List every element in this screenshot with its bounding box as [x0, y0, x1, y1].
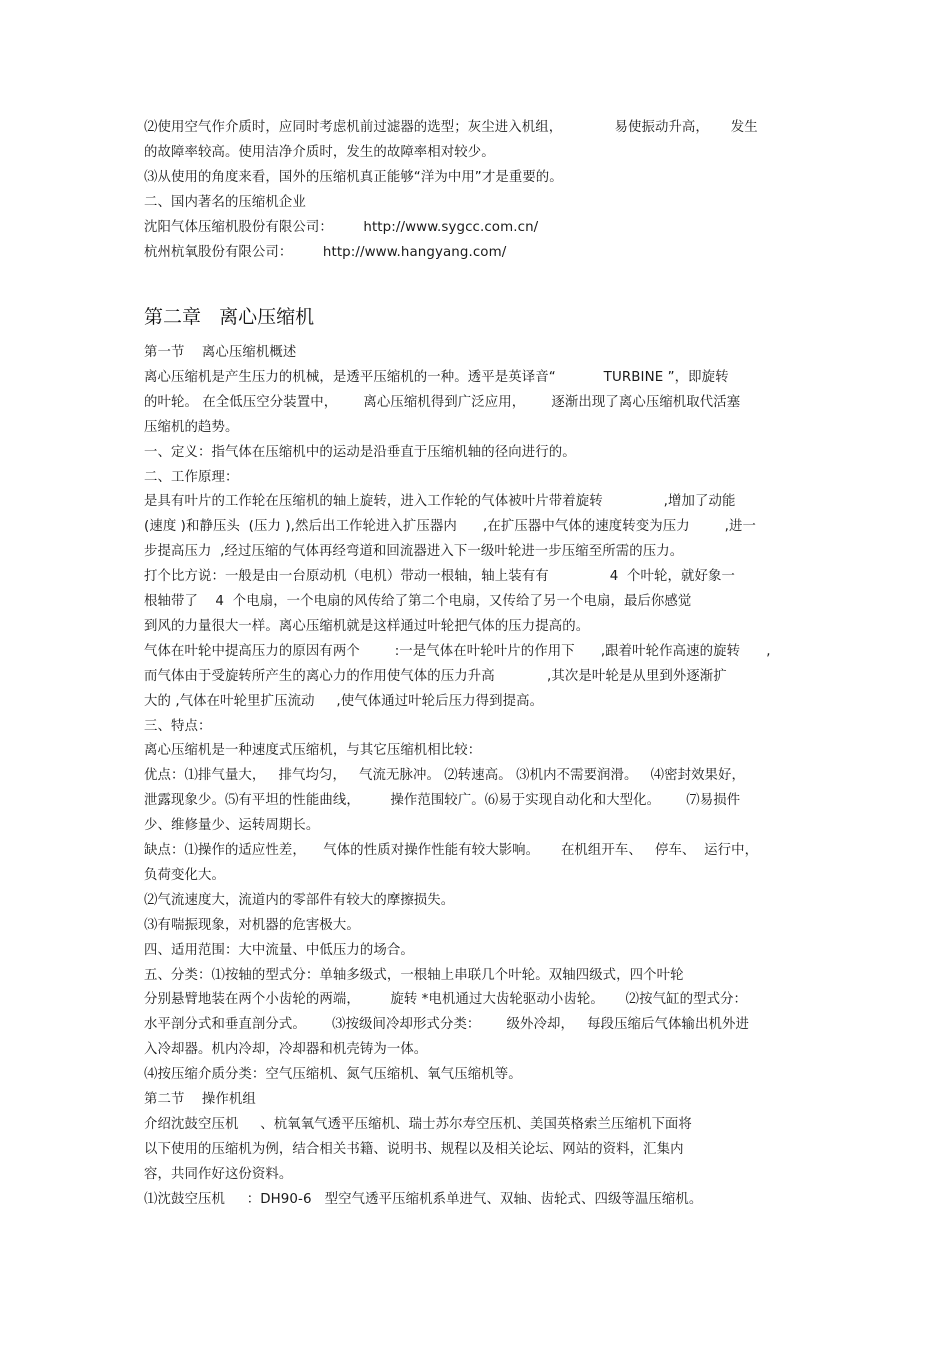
text-line: 优点：⑴排气量大， 排气均匀， 气流无脉冲。 ⑵转速高。 ⑶机内不需要润滑。 ⑷密封效果好，	[144, 768, 746, 784]
text-line: ⑵气流速度大，流道内的零部件有较大的摩擦损失。	[144, 892, 455, 908]
text-line: 步提高压力 ,经过压缩的气体再经弯道和回流器进入下一级叶轮进一步压缩至所需的压力。	[144, 544, 684, 560]
text-line: 到风的力量很大一样。离心压缩机就是这样通过叶轮把气体的压力提高的。	[144, 618, 590, 634]
text-line: 杭州杭氧股份有限公司： http://www.hangyang.com/	[144, 245, 507, 260]
text-line: 而气体由于受旋转所产生的离心力的作用使气体的压力升高 ,其次是叶轮是从里到外逐渐扩	[144, 668, 727, 684]
text-line: 二、工作原理：	[144, 469, 239, 485]
text-line: 二、国内著名的压缩机企业	[144, 195, 306, 210]
text-line: 第一节 离心压缩机概述	[144, 345, 297, 360]
text-line: ⑶从使用的角度来看，国外的压缩机真正能够“洋为中用”才是重要的。	[144, 170, 563, 185]
text-line: 容，共同作好这份资料。	[144, 1166, 293, 1182]
text-line: 以下使用的压缩机为例，结合相关书籍、说明书、规程以及相关论坛、网站的资料，汇集内	[144, 1141, 684, 1157]
text-line: 一、定义：指气体在压缩机中的运动是沿垂直于压缩机轴的径向进行的。	[144, 444, 576, 460]
text-line: 第二节 操作机组	[144, 1092, 256, 1107]
text-line: 离心压缩机是产生压力的机械，是透平压缩机的一种。透平是英译音“ TURBINE ”，即旋转	[144, 369, 729, 385]
text-line: 压缩机的趋势。	[144, 419, 239, 435]
text-line: 水平剖分式和垂直剖分式。 ⑶按级间冷却形式分类： 级外冷却， 每段压缩后气体输出机外进	[144, 1017, 749, 1033]
text-line: 三、特点：	[144, 718, 212, 734]
text-line: 五、分类：⑴按轴的型式分：单轴多级式，一根轴上串联几个叶轮。双轴四级式，四个叶轮	[144, 967, 684, 983]
text-line: 泄露现象少。⑸有平坦的性能曲线， 操作范围较广。⑹易于实现自动化和大型化。 ⑺易损件	[144, 793, 741, 809]
text-line: 介绍沈鼓空压机 、杭氧氧气透平压缩机、瑞士苏尔寿空压机、美国英格索兰压缩机下面将	[144, 1116, 692, 1132]
text-line: 气体在叶轮中提高压力的原因有两个 :一是气体在叶轮叶片的作用下 ,跟着叶轮作高速的旋转 ,	[144, 643, 771, 659]
text-line: 四、适用范围：大中流量、中低压力的场合。	[144, 942, 414, 958]
text-line: 根轴带了 4 个电扇，一个电扇的风传给了第二个电扇，又传给了另一个电扇，最后你感觉	[144, 594, 692, 609]
text-line: ⑴沈鼓空压机 ：DH90-6 型空气透平压缩机系单进气、双轴、齿轮式、四级等温压缩机。	[144, 1191, 703, 1207]
text-line: 打个比方说：一般是由一台原动机（电机）带动一根轴，轴上装有有 4 个叶轮，就好象一	[144, 569, 735, 585]
text-line: 离心压缩机是一种速度式压缩机，与其它压缩机相比较：	[144, 743, 482, 759]
chapter-title: 第二章 离心压缩机	[144, 306, 315, 328]
text-line: 负荷变化大。	[144, 867, 225, 883]
text-line: 沈阳气体压缩机股份有限公司： http://www.sygcc.com.cn/	[144, 220, 539, 235]
text-line: ⑷按压缩介质分类：空气压缩机、氮气压缩机、氧气压缩机等。	[144, 1067, 522, 1083]
text-line: 大的 ,气体在叶轮里扩压流动 ,使气体通过叶轮后压力得到提高。	[144, 693, 544, 709]
text-line: (速度 )和静压头 (压力 ),然后出工作轮进入扩压器内 ,在扩压器中气体的速度转变为压力 ,进一	[144, 519, 756, 535]
text-line: 缺点：⑴操作的适应性差， 气体的性质对操作性能有较大影响。 在机组开车、 停车、 运行中，	[144, 843, 759, 858]
text-line: 分别悬臂地装在两个小齿轮的两端， 旋转 *电机通过大齿轮驱动小齿轮。 ⑵按气缸的型式分：	[144, 992, 748, 1008]
text-line: 入冷却器。机内冷却，冷却器和机壳铸为一体。	[144, 1042, 428, 1058]
text-line: 的故障率较高。使用洁净介质时，发生的故障率相对较少。	[144, 145, 495, 160]
text-line: ⑵使用空气作介质时，应同时考虑机前过滤器的选型；灰尘进入机组， 易使振动升高， 发生	[144, 120, 758, 135]
text-line: ⑶有喘振现象，对机器的危害极大。	[144, 917, 360, 933]
text-line: 少、维修量少、运转周期长。	[144, 818, 320, 834]
text-line: 的叶轮。 在全低压空分装置中， 离心压缩机得到广泛应用， 逐渐出现了离心压缩机取代活塞	[144, 394, 741, 410]
text-line: 是具有叶片的工作轮在压缩机的轴上旋转，进入工作轮的气体被叶片带着旋转 ,增加了动能	[144, 494, 736, 510]
